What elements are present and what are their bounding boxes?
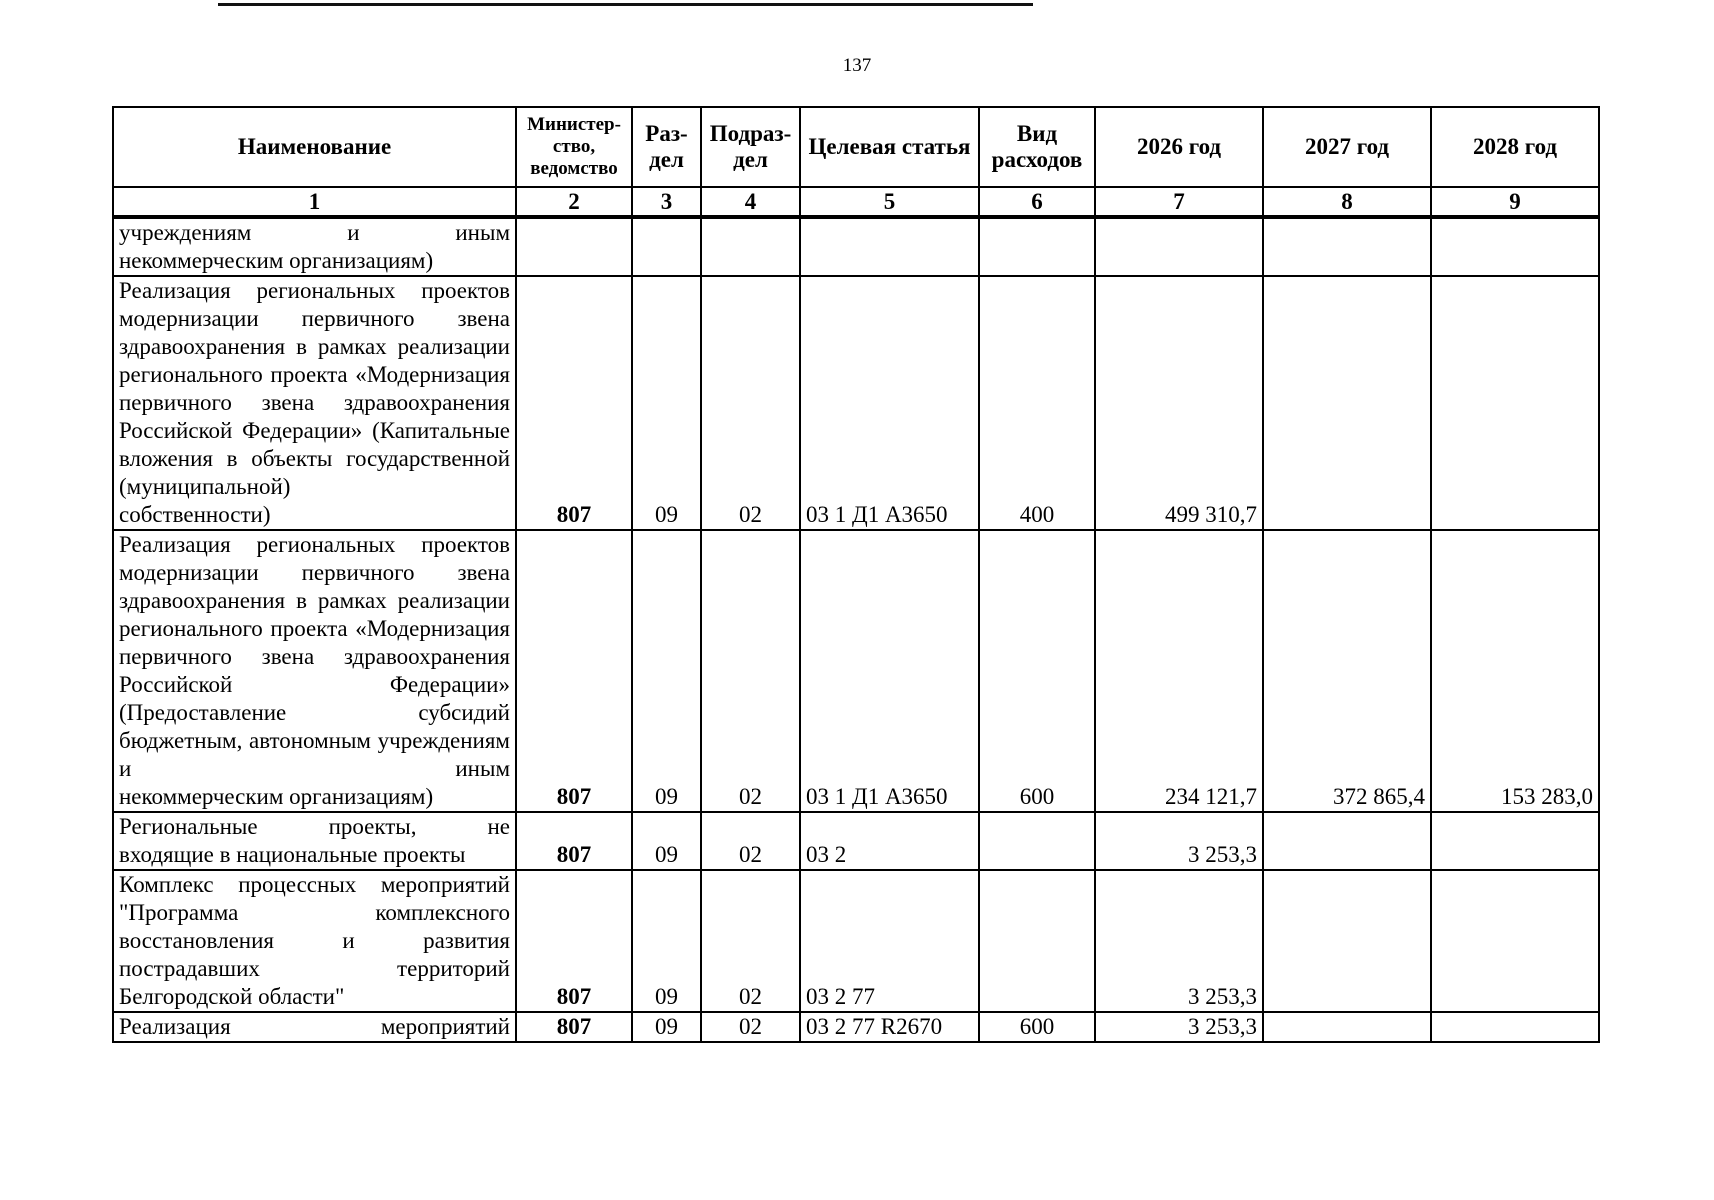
row-expense-type: [979, 870, 1095, 1012]
top-rule: [218, 3, 1033, 6]
row-name-text: Реализация мероприятий: [119, 1014, 510, 1039]
row-target: 03 2 77: [800, 870, 979, 1012]
table-row: [113, 1012, 1599, 1042]
header-row: [113, 107, 1599, 187]
table-row: [113, 276, 1599, 530]
row-name-last-line: входящие в национальные проекты: [119, 842, 466, 867]
header-subsection: Подраз-дел: [701, 107, 800, 187]
row-2027: [1263, 870, 1431, 1012]
row-expense-type: 600: [979, 1012, 1095, 1042]
column-number: 3: [632, 187, 701, 217]
row-ministry: [516, 217, 632, 276]
row-2027: [1263, 217, 1431, 276]
row-section: 09: [632, 276, 701, 530]
row-name: [113, 276, 516, 530]
row-name-text: Реализация региональных проектов модернизации первичного звена здравоохранения в рамках реализации регионального проекта «Модернизация первичного звена здравоохранения Российской Федерации» (Предоставление субсидий бюджетным, автономным учреждениям и иным: [119, 532, 510, 781]
row-name-text: Региональные проекты, не: [119, 814, 510, 839]
header-name: Наименование: [113, 107, 516, 187]
row-subsection: 02: [701, 276, 800, 530]
row-ministry: 807: [516, 870, 632, 1012]
row-name-last-line: собственности): [119, 502, 271, 527]
row-2026: 3 253,3: [1095, 1012, 1263, 1042]
header-2027: 2027 год: [1263, 107, 1431, 187]
row-2027: [1263, 1012, 1431, 1042]
row-name-text: Комплекс процессных мероприятий "Программа комплексного восстановления и развития пострадавших территорий: [119, 872, 510, 981]
row-2028: [1431, 276, 1599, 530]
row-section: 09: [632, 870, 701, 1012]
row-2028: [1431, 812, 1599, 870]
row-ministry: 807: [516, 530, 632, 812]
header-ministry: Министер-ство, ведомство: [516, 107, 632, 187]
row-name-last-line: некоммерческим организациям): [119, 248, 434, 273]
table-row: [113, 217, 1599, 276]
row-expense-type: 600: [979, 530, 1095, 812]
column-number: 9: [1431, 187, 1599, 217]
row-2028: [1431, 1012, 1599, 1042]
row-2028: [1431, 217, 1599, 276]
row-2027: 372 865,4: [1263, 530, 1431, 812]
column-number: 2: [516, 187, 632, 217]
row-subsection: 02: [701, 870, 800, 1012]
row-2026: 3 253,3: [1095, 870, 1263, 1012]
column-number: 8: [1263, 187, 1431, 217]
column-number: 5: [800, 187, 979, 217]
row-ministry: 807: [516, 812, 632, 870]
column-number: 4: [701, 187, 800, 217]
row-name: [113, 812, 516, 870]
table-row: [113, 812, 1599, 870]
header-expense-type: Вид расходов: [979, 107, 1095, 187]
row-target: 03 2 77 R2670: [800, 1012, 979, 1042]
row-2027: [1263, 812, 1431, 870]
row-name: [113, 217, 516, 276]
header-2026: 2026 год: [1095, 107, 1263, 187]
row-2026: 499 310,7: [1095, 276, 1263, 530]
header-target: Целевая статья: [800, 107, 979, 187]
row-subsection: 02: [701, 530, 800, 812]
column-number-row: [113, 187, 1599, 217]
header-section: Раз-дел: [632, 107, 701, 187]
table-row: [113, 870, 1599, 1012]
row-ministry: 807: [516, 276, 632, 530]
row-name-last-line: Белгородской области": [119, 984, 345, 1009]
row-name: [113, 1012, 516, 1042]
header-2028: 2028 год: [1431, 107, 1599, 187]
row-2026: 234 121,7: [1095, 530, 1263, 812]
row-name-text: Реализация региональных проектов модернизации первичного звена здравоохранения в рамках реализации регионального проекта «Модернизация первичного звена здравоохранения Российской Федерации» (Капитальные вложения в объекты государственной (муниципальной): [119, 278, 510, 499]
row-2028: 153 283,0: [1431, 530, 1599, 812]
row-expense-type: [979, 812, 1095, 870]
page-number: 137: [842, 55, 872, 76]
row-section: 09: [632, 530, 701, 812]
row-target: [800, 217, 979, 276]
row-target: 03 1 Д1 А3650: [800, 530, 979, 812]
row-name: [113, 530, 516, 812]
row-expense-type: [979, 217, 1095, 276]
row-name-last-line: некоммерческим организациям): [119, 784, 434, 809]
row-subsection: 02: [701, 1012, 800, 1042]
row-2026: [1095, 217, 1263, 276]
row-name: [113, 870, 516, 1012]
row-subsection: [701, 217, 800, 276]
table-row: [113, 530, 1599, 812]
row-2027: [1263, 276, 1431, 530]
column-number: 7: [1095, 187, 1263, 217]
row-name-text: учреждениям и иным: [119, 220, 510, 245]
row-section: [632, 217, 701, 276]
row-2028: [1431, 870, 1599, 1012]
column-number: 6: [979, 187, 1095, 217]
row-section: 09: [632, 812, 701, 870]
row-target: 03 2: [800, 812, 979, 870]
row-ministry: 807: [516, 1012, 632, 1042]
row-target: 03 1 Д1 А3650: [800, 276, 979, 530]
row-subsection: 02: [701, 812, 800, 870]
row-expense-type: 400: [979, 276, 1095, 530]
column-number: 1: [113, 187, 516, 217]
row-section: 09: [632, 1012, 701, 1042]
row-2026: 3 253,3: [1095, 812, 1263, 870]
budget-table: [112, 106, 1600, 1043]
